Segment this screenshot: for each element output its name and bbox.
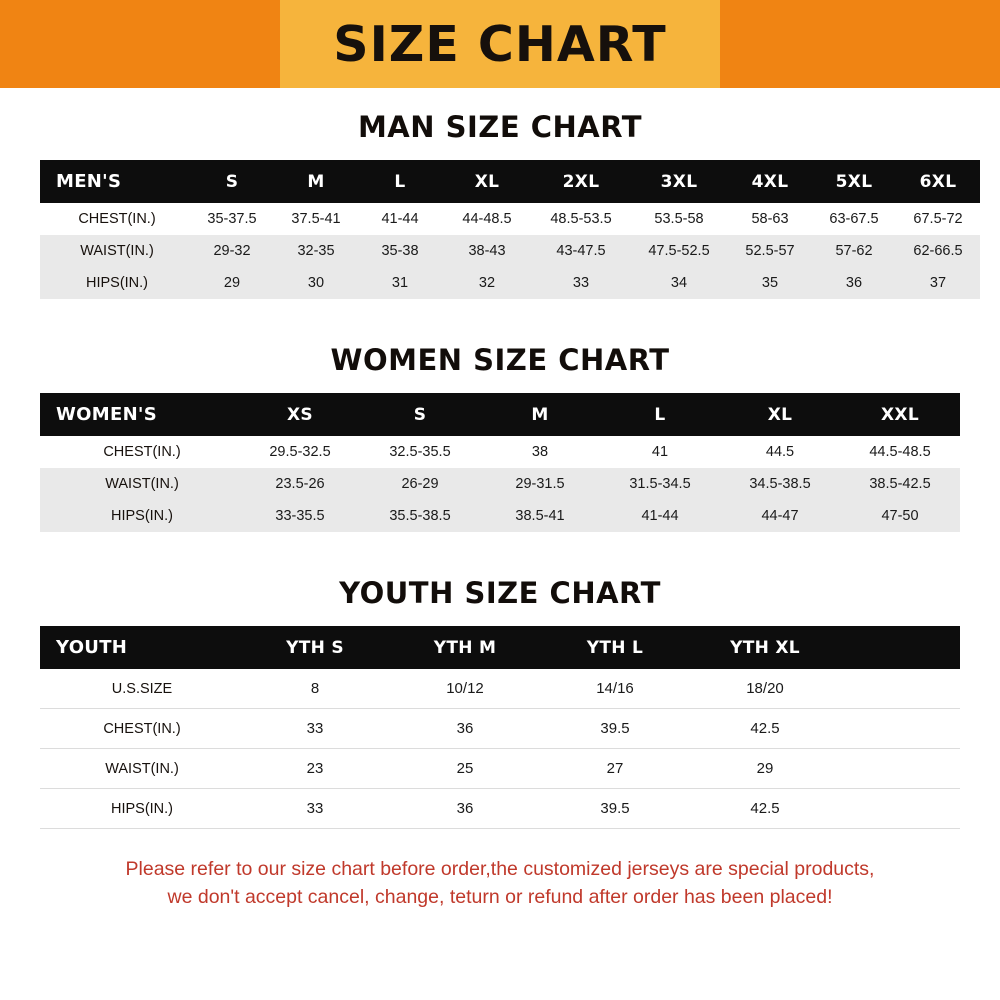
page-banner	[0, 0, 1000, 88]
cell-value: 25	[390, 749, 540, 789]
header-cell-5xl: 5XL	[835, 171, 873, 192]
cell-value: 42.5	[690, 789, 840, 829]
header-cell-rowlabel: YOUTH	[56, 637, 128, 658]
table-row	[40, 203, 980, 235]
cell-value: 67.5-72	[913, 211, 963, 227]
cell-value: 44.5	[765, 444, 795, 460]
women-section-title: WOMEN SIZE CHART	[330, 343, 670, 377]
row-label-waist: WAIST(IN.)	[40, 749, 240, 789]
header-cell-3xl: 3XL	[660, 171, 698, 192]
cell-value: 31.5-34.5	[629, 476, 691, 492]
cell-value: 37	[929, 275, 947, 291]
table-row	[40, 468, 960, 500]
cell-value: 47.5-52.5	[648, 243, 710, 259]
header-cell-rowlabel: MEN'S	[56, 171, 122, 192]
women-size-section	[0, 343, 1000, 532]
cell-value: 58-63	[751, 211, 789, 227]
header-cell-l: L	[394, 171, 406, 192]
row-label-chest: CHEST(IN.)	[78, 211, 156, 227]
cell-value: 26-29	[401, 476, 439, 492]
women-size-table	[40, 393, 960, 532]
row-label-hips: HIPS(IN.)	[40, 789, 240, 829]
table-row	[40, 436, 960, 468]
cell-value: 39.5	[540, 709, 690, 749]
header-cell-yth-xl: YTH XL	[730, 637, 800, 658]
header-cell-4xl: 4XL	[751, 171, 789, 192]
cell-value: 38.5-42.5	[869, 476, 931, 492]
cell-value: 34	[670, 275, 688, 291]
header-cell-xs: XS	[287, 404, 313, 425]
header-cell-rowlabel: WOMEN'S	[56, 404, 158, 425]
youth-section-title: YOUTH SIZE CHART	[339, 576, 661, 610]
header-cell-spacer	[840, 626, 960, 669]
cell-value: 32-35	[297, 243, 335, 259]
man-size-table	[40, 160, 980, 299]
row-label-us-size: U.S.SIZE	[40, 669, 240, 709]
cell-value: 10/12	[390, 669, 540, 709]
row-label-waist: WAIST(IN.)	[105, 476, 179, 492]
cell-value: 52.5-57	[745, 243, 795, 259]
cell-value: 47-50	[881, 508, 919, 524]
cell-empty	[840, 789, 960, 829]
cell-value: 33	[240, 789, 390, 829]
youth-size-table	[40, 626, 960, 829]
cell-value: 34.5-38.5	[749, 476, 811, 492]
cell-value: 62-66.5	[913, 243, 963, 259]
row-label-chest: CHEST(IN.)	[103, 444, 181, 460]
cell-value: 23.5-26	[275, 476, 325, 492]
cell-value: 29-31.5	[515, 476, 565, 492]
cell-value: 29	[223, 275, 241, 291]
cell-value: 41-44	[381, 211, 419, 227]
cell-value: 35.5-38.5	[389, 508, 451, 524]
row-label-hips: HIPS(IN.)	[110, 508, 174, 524]
cell-value: 32.5-35.5	[389, 444, 451, 460]
cell-value: 14/16	[540, 669, 690, 709]
cell-value: 44.5-48.5	[869, 444, 931, 460]
header-cell-yth-m: YTH M	[433, 637, 497, 658]
cell-value: 41	[651, 444, 669, 460]
cell-value: 36	[390, 709, 540, 749]
table-header-row	[40, 626, 960, 669]
cell-value: 63-67.5	[829, 211, 879, 227]
disclaimer-note	[30, 855, 970, 912]
header-cell-xxl: XXL	[881, 404, 919, 425]
page-title: SIZE CHART	[333, 15, 667, 73]
table-row	[40, 669, 960, 709]
cell-value: 42.5	[690, 709, 840, 749]
header-cell-yth-s: YTH S	[286, 637, 344, 658]
table-row	[40, 235, 980, 267]
man-section-title: MAN SIZE CHART	[357, 110, 643, 144]
row-label-chest: CHEST(IN.)	[40, 709, 240, 749]
cell-value: 36	[390, 789, 540, 829]
table-row	[40, 709, 960, 749]
cell-value: 36	[845, 275, 863, 291]
cell-empty	[840, 709, 960, 749]
header-cell-yth-l: YTH L	[586, 637, 644, 658]
banner-highlight	[280, 0, 720, 88]
header-cell-s: S	[413, 404, 427, 425]
cell-value: 23	[240, 749, 390, 789]
youth-size-section	[0, 576, 1000, 829]
cell-value: 32	[478, 275, 496, 291]
cell-value: 39.5	[540, 789, 690, 829]
header-cell-xl: XL	[767, 404, 793, 425]
cell-value: 57-62	[835, 243, 873, 259]
cell-value: 31	[391, 275, 409, 291]
cell-value: 18/20	[690, 669, 840, 709]
cell-value: 44-47	[761, 508, 799, 524]
header-cell-m: M	[307, 171, 325, 192]
table-row	[40, 789, 960, 829]
cell-value: 33	[572, 275, 590, 291]
header-cell-6xl: 6XL	[919, 171, 957, 192]
table-row	[40, 749, 960, 789]
cell-value: 30	[307, 275, 325, 291]
cell-value: 53.5-58	[654, 211, 704, 227]
table-header-row	[40, 393, 960, 436]
cell-value: 38.5-41	[515, 508, 565, 524]
cell-value: 37.5-41	[291, 211, 341, 227]
cell-value: 29	[690, 749, 840, 789]
cell-value: 35-38	[381, 243, 419, 259]
cell-value: 35	[761, 275, 779, 291]
disclaimer-line-1: Please refer to our size chart before order,the customized jerseys are special products,	[125, 858, 875, 880]
header-cell-l: L	[654, 404, 666, 425]
cell-value: 35-37.5	[207, 211, 257, 227]
cell-value: 48.5-53.5	[550, 211, 612, 227]
header-cell-2xl: 2XL	[562, 171, 600, 192]
cell-empty	[840, 749, 960, 789]
cell-value: 8	[240, 669, 390, 709]
row-label-waist: WAIST(IN.)	[80, 243, 154, 259]
header-cell-xl: XL	[474, 171, 500, 192]
cell-value: 43-47.5	[556, 243, 606, 259]
row-label-hips: HIPS(IN.)	[85, 275, 149, 291]
cell-value: 38-43	[468, 243, 506, 259]
cell-value: 29.5-32.5	[269, 444, 331, 460]
cell-value: 44-48.5	[462, 211, 512, 227]
cell-value: 41-44	[641, 508, 679, 524]
cell-value: 38	[531, 444, 549, 460]
man-size-section	[0, 110, 1000, 299]
cell-value: 33	[240, 709, 390, 749]
table-row	[40, 267, 980, 299]
header-cell-s: S	[225, 171, 239, 192]
cell-empty	[840, 669, 960, 709]
table-header-row	[40, 160, 980, 203]
disclaimer-line-2: we don't accept cancel, change, teturn or refund after order has been placed!	[167, 886, 833, 909]
cell-value: 33-35.5	[275, 508, 325, 524]
cell-value: 29-32	[213, 243, 251, 259]
header-cell-m: M	[531, 404, 549, 425]
cell-value: 27	[540, 749, 690, 789]
table-row	[40, 500, 960, 532]
